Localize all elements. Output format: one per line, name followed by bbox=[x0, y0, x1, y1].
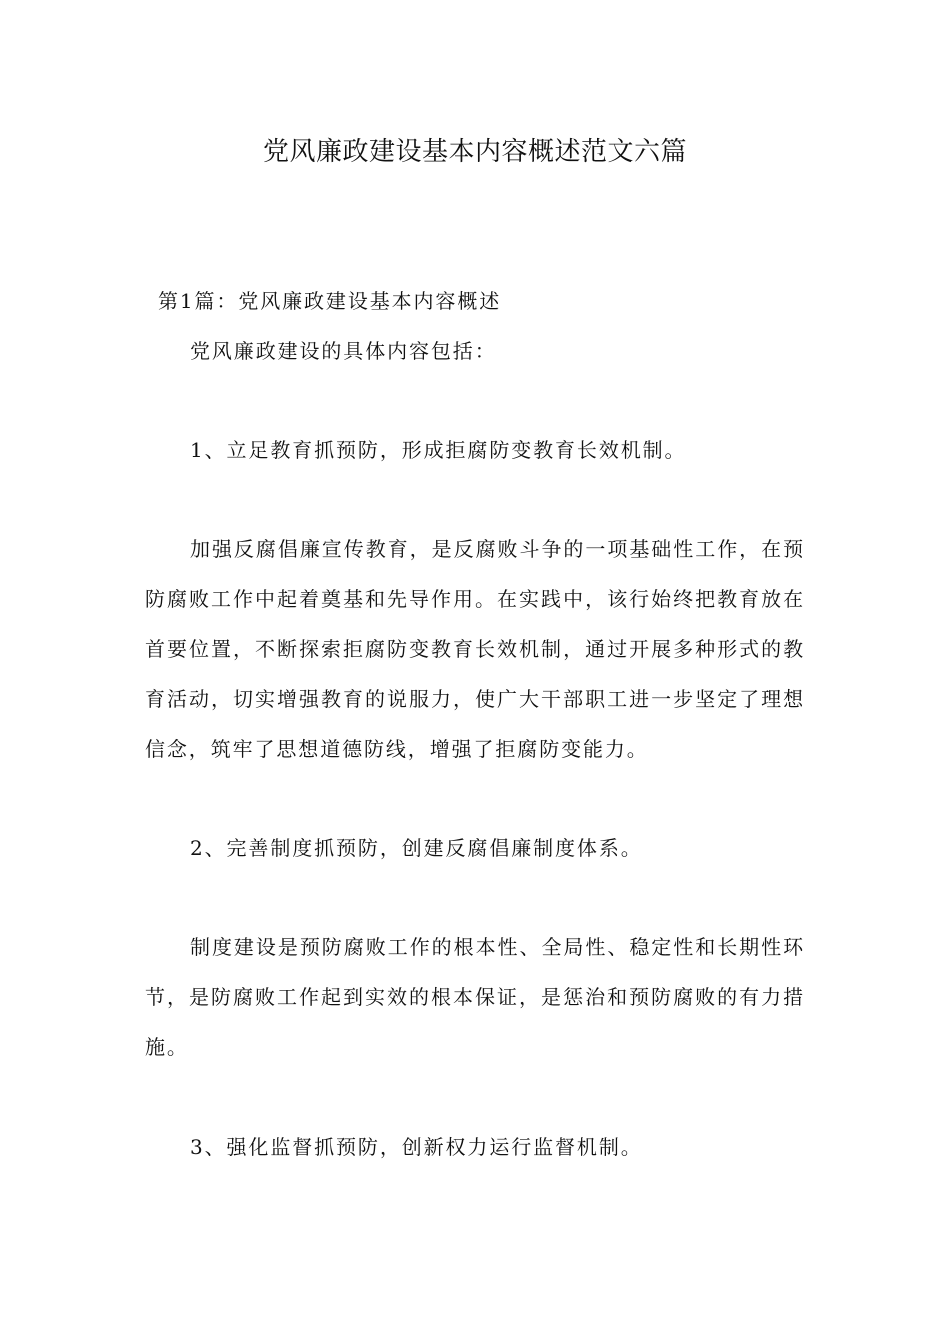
intro-line: 党风廉政建设的具体内容包括： bbox=[190, 339, 497, 363]
item-2-heading: 2、完善制度抓预防，创建反腐倡廉制度体系。 bbox=[190, 836, 643, 860]
document-title: 党风廉政建设基本内容概述范文六篇 bbox=[262, 137, 687, 167]
item-3-heading: 3、强化监督抓预防，创新权力运行监督机制。 bbox=[190, 1135, 643, 1159]
item-2-paragraph: 制度建设是预防腐败工作的根本性、全局性、稳定性和长期性环节，是防腐败工作起到实效的根本保证，是惩治和预防腐败的有力措施。 bbox=[145, 935, 805, 1059]
section-heading: 第1篇：党风廉政建设基本内容概述 bbox=[158, 289, 502, 313]
item-1-paragraph: 加强反腐倡廉宣传教育，是反腐败斗争的一项基础性工作，在预防腐败工作中起着奠基和先导作用。在实践中，该行始终把教育放在首要位置，不断探索拒腐防变教育长效机制，通过开展多种形式的教育活动，切实增强教育的说服力，使广大干部职工进一步坚定了理想信念，筑牢了思想道德防线，增强了拒腐防变能力。 bbox=[145, 537, 805, 761]
item-1-heading: 1、立足教育抓预防，形成拒腐防变教育长效机制。 bbox=[190, 438, 687, 462]
